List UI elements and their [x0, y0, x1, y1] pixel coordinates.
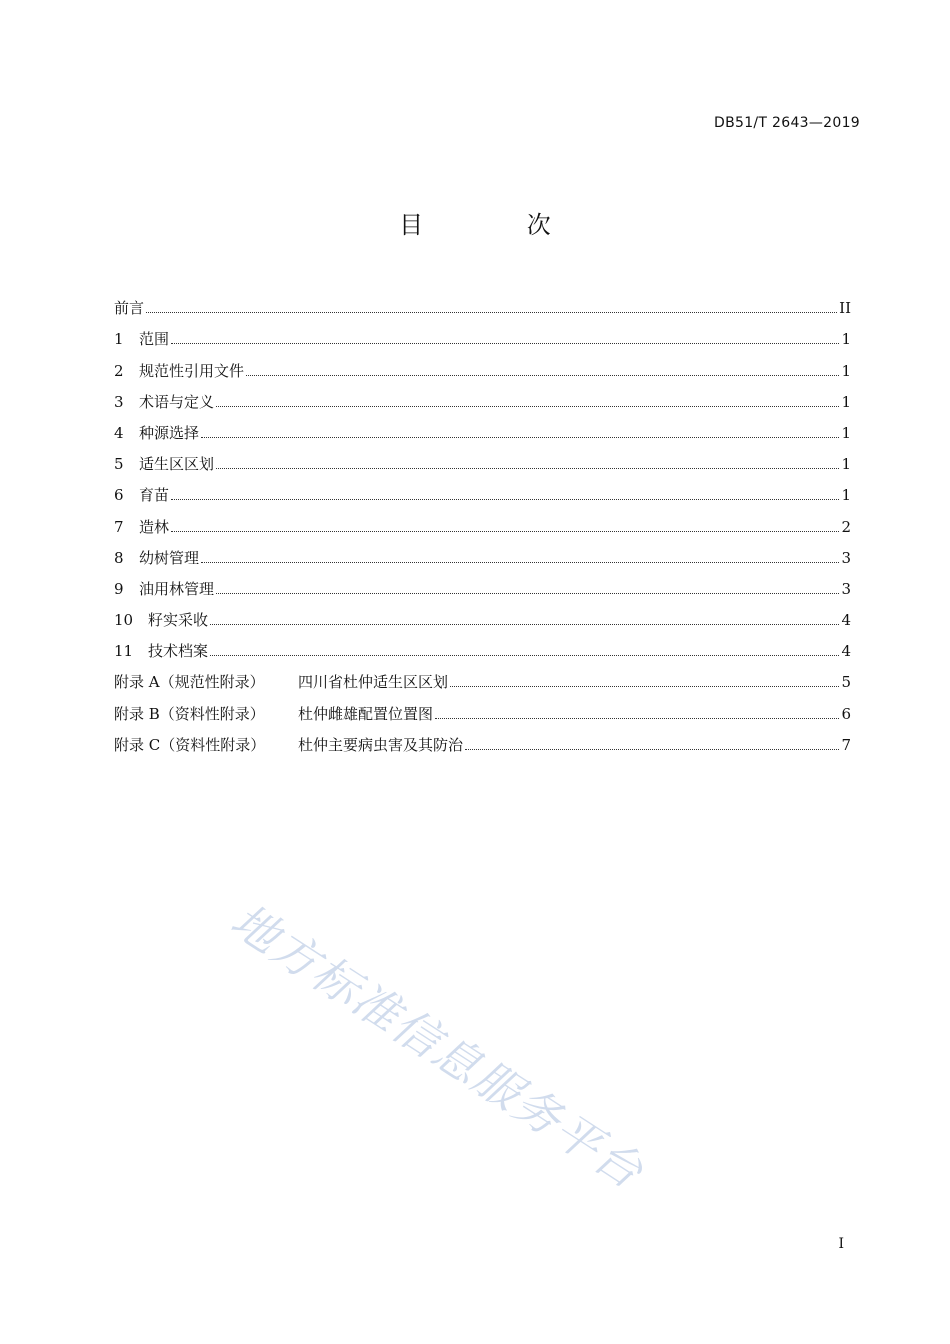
- toc-leader-dots: [201, 561, 839, 563]
- toc-entry-label: 术语与定义: [139, 392, 215, 411]
- toc-entry-foreword[interactable]: [114, 287, 851, 318]
- toc-entry-label: 范围: [139, 330, 170, 349]
- toc-appendix-c[interactable]: [114, 724, 851, 755]
- toc-entry-number: 3: [114, 392, 124, 411]
- toc-appendix-b[interactable]: [114, 692, 851, 723]
- toc-entry-5[interactable]: [114, 443, 851, 474]
- toc-entry-number: 7: [114, 517, 124, 536]
- toc-leader-dots: [216, 405, 839, 407]
- toc-leader-dots: [210, 654, 839, 656]
- toc-appendix-page: 7: [841, 735, 851, 754]
- toc-entry-label: 育苗: [139, 486, 170, 505]
- toc-entry-number: 1: [114, 330, 124, 349]
- toc-entry-3[interactable]: [114, 381, 851, 412]
- toc-appendix-prefix: 附录 A（规范性附录）: [114, 673, 265, 692]
- toc-entry-page: 4: [841, 611, 851, 630]
- toc-entry-page: 1: [841, 361, 851, 380]
- toc-entry-number: 2: [114, 361, 124, 380]
- toc-leader-dots: [216, 467, 839, 469]
- toc-entry-number: 5: [114, 455, 124, 474]
- toc-entry-label: 造林: [139, 517, 170, 536]
- toc-entry-page: 1: [841, 330, 851, 349]
- toc-entry-label: 幼树管理: [139, 548, 200, 567]
- toc-entry-page: 3: [841, 548, 851, 567]
- toc-leader-dots: [216, 592, 839, 594]
- toc-entry-page: 1: [841, 392, 851, 411]
- toc-entry-4[interactable]: [114, 412, 851, 443]
- toc-appendix-page: 6: [841, 704, 851, 723]
- toc-leader-dots: [450, 685, 839, 687]
- toc-entry-8[interactable]: [114, 537, 851, 568]
- toc-entry-number: 8: [114, 548, 124, 567]
- toc-entry-label: 前言: [114, 299, 145, 318]
- watermark-text: 地方标准信息服务平台: [221, 892, 654, 1200]
- toc-entry-number: 4: [114, 423, 124, 442]
- toc-leader-dots: [171, 498, 839, 500]
- toc-entry-label: 适生区区划: [139, 455, 215, 474]
- toc-leader-dots: [246, 374, 839, 376]
- toc-leader-dots: [210, 623, 839, 625]
- toc-entry-number: 10: [114, 611, 134, 630]
- toc-entry-9[interactable]: [114, 568, 851, 599]
- toc-appendix-prefix: 附录 B（资料性附录）: [114, 704, 265, 723]
- toc-entry-page: 1: [841, 455, 851, 474]
- toc-appendix-page: 5: [841, 673, 851, 692]
- toc-entry-11[interactable]: [114, 630, 851, 661]
- toc-entry-page: 1: [841, 486, 851, 505]
- toc-entry-page: II: [839, 299, 851, 318]
- toc-entry-label: 种源选择: [139, 423, 200, 442]
- toc-entry-page: 3: [841, 579, 851, 598]
- toc-leader-dots: [435, 717, 839, 719]
- toc-entry-page: 1: [841, 423, 851, 442]
- toc-appendix-prefix: 附录 C（资料性附录）: [114, 735, 266, 754]
- toc-appendix-label: 四川省杜仲适生区区划: [298, 673, 449, 692]
- table-of-contents: [114, 287, 851, 755]
- toc-entry-page: 4: [841, 642, 851, 661]
- toc-appendix-a[interactable]: [114, 661, 851, 692]
- page-number: I: [838, 1236, 844, 1252]
- toc-entry-10[interactable]: [114, 599, 851, 630]
- document-code: DB51/T 2643—2019: [714, 115, 860, 131]
- toc-entry-6[interactable]: [114, 474, 851, 505]
- toc-entry-1[interactable]: [114, 318, 851, 349]
- toc-entry-number: 6: [114, 486, 124, 505]
- toc-entry-7[interactable]: [114, 505, 851, 536]
- toc-entry-number: 9: [114, 579, 124, 598]
- toc-appendix-label: 杜仲雌雄配置位置图: [298, 704, 434, 723]
- toc-entry-label: 规范性引用文件: [139, 361, 245, 380]
- toc-leader-dots: [201, 436, 839, 438]
- toc-leader-dots: [171, 342, 839, 344]
- toc-appendix-label: 杜仲主要病虫害及其防治: [298, 735, 464, 754]
- toc-leader-dots: [465, 748, 839, 750]
- toc-leader-dots: [146, 311, 837, 313]
- toc-title: 目 次: [399, 211, 599, 239]
- toc-entry-label: 技术档案: [148, 642, 209, 661]
- toc-entry-label: 籽实采收: [148, 611, 209, 630]
- toc-entry-label: 油用林管理: [139, 579, 215, 598]
- toc-leader-dots: [171, 530, 839, 532]
- toc-entry-number: 11: [114, 642, 134, 661]
- toc-entry-2[interactable]: [114, 349, 851, 380]
- toc-entry-page: 2: [841, 517, 851, 536]
